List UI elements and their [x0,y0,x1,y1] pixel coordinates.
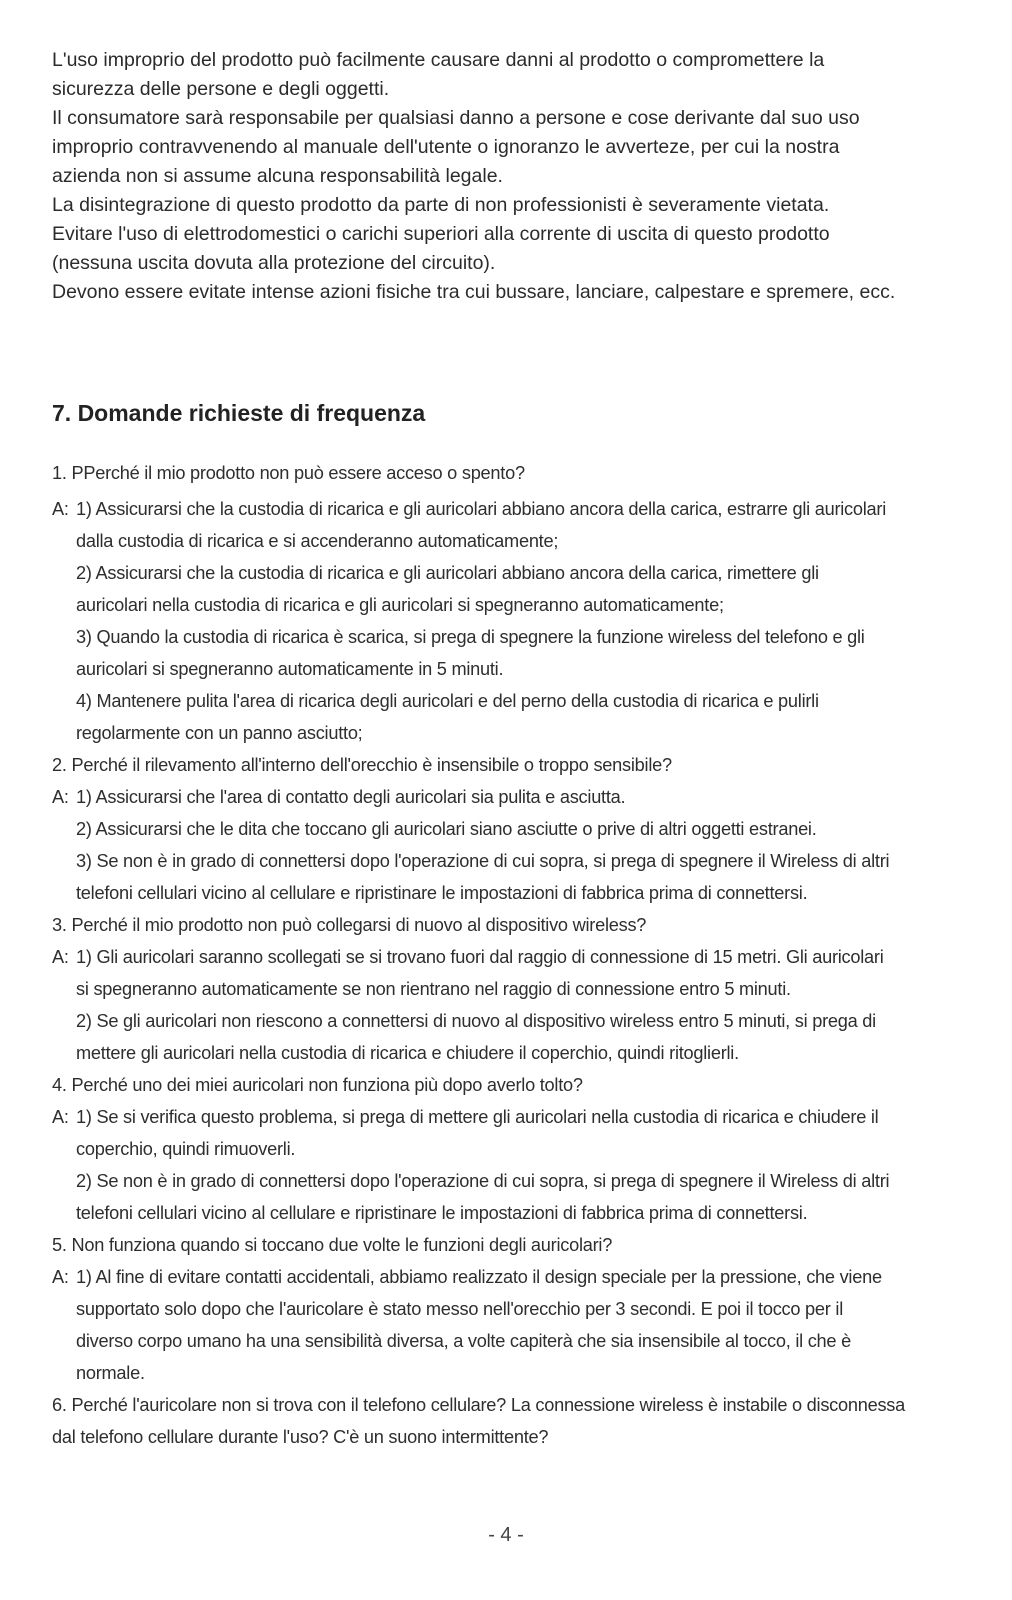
faq-line-text: 3) Se non è in grado di connettersi dopo l'operazione di cui sopra, si prega di spegnere il Wireless di altri [76,851,890,871]
faq-answer-line [76,847,889,875]
faq-question-line [52,1231,612,1259]
faq-answer-line [76,1039,739,1067]
warning-line: L'uso improprio del prodotto può facilmente causare danni al prodotto o compromettere la [52,49,825,71]
faq-answer-line [52,1103,878,1131]
faq-line-text: auricolari nella custodia di ricarica e gli auricolari si spegneranno automaticamente; [76,595,724,615]
warnings-paragraph [52,46,962,307]
faq-line-text: 2) Assicurarsi che la custodia di ricarica e gli auricolari abbiano ancora della carica, rimettere gli [76,563,819,583]
faq-answer-line [76,559,819,587]
faq-line-text: 2. Perché il rilevamento all'interno dell'orecchio è insensibile o troppo sensibile? [52,755,672,775]
faq-line-text: 1) Al fine di evitare contatti accidentali, abbiamo realizzato il design speciale per la pressione, che viene [76,1267,882,1287]
faq-line-text: 4. Perché uno dei miei auricolari non funziona più dopo averlo tolto? [52,1075,583,1095]
answer-prefix: A: [52,1107,69,1127]
section-heading: 7. Domande richieste di frequenza [52,400,426,426]
faq-answer-line [76,1359,145,1387]
faq-line-text: 2) Assicurarsi che le dita che toccano gli auricolari siano asciutte o prive di altri oggetti estranei. [76,819,817,839]
faq-line-text: coperchio, quindi rimuoverli. [76,1139,296,1159]
faq-answer-line [76,655,503,683]
faq-answer-line [76,623,865,651]
warning-line: La disintegrazione di questo prodotto da parte di non professionisti è severamente vietata. [52,194,830,216]
faq-line-text: 5. Non funziona quando si toccano due volte le funzioni degli auricolari? [52,1235,613,1255]
answer-prefix: A: [52,787,69,807]
faq-answer-line [76,1295,843,1323]
faq-answer-line [76,719,363,747]
faq-answer-line [76,527,558,555]
faq-line-text: 4) Mantenere pulita l'area di ricarica degli auricolari e del perno della custodia di ricarica e pulirli [76,691,819,711]
faq-line-text: 1) Assicurarsi che la custodia di ricarica e gli auricolari abbiano ancora della carica, estrarre gli auricolari [76,499,887,519]
faq-answer-line [52,1263,882,1291]
faq-answer-line [76,975,791,1003]
warning-line: Il consumatore sarà responsabile per qualsiasi danno a persone e cose derivante dal suo uso [52,107,860,129]
answer-prefix: A: [52,499,69,519]
faq-line-text: regolarmente con un panno asciutto; [76,723,363,743]
faq-line-text: si spegneranno automaticamente se non rientrano nel raggio di connessione entro 5 minuti. [76,979,791,999]
faq-line-text: mettere gli auricolari nella custodia di ricarica e chiudere il coperchio, quindi ritoglierli. [76,1043,739,1063]
faq-question-line [52,1423,548,1451]
faq-line-text: 1) Assicurarsi che l'area di contatto degli auricolari sia pulita e asciutta. [76,787,626,807]
faq-answer-line [76,1135,295,1163]
faq-answer-line [76,687,819,715]
warning-line: improprio contravvenendo al manuale dell'utente o ignoranzo le avverteze, per cui la nostra [52,136,840,158]
faq-question-line [52,1391,905,1419]
faq-answer-line [52,943,884,971]
faq-question-line [52,911,646,939]
faq-answer-line [76,1327,851,1355]
answer-prefix: A: [52,947,69,967]
faq-answer-line [76,591,724,619]
faq-line-text: 1) Gli auricolari saranno scollegati se si trovano fuori dal raggio di connessione di 15 metri. Gli auricolari [76,947,884,967]
answer-prefix: A: [52,1267,69,1287]
faq-line-text: dal telefono cellulare durante l'uso? C'è un suono intermittente? [52,1427,549,1447]
faq-answer-line [76,879,807,907]
faq-answer-line [52,495,886,523]
faq-line-text: 6. Perché l'auricolare non si trova con il telefono cellulare? La connessione wireless è instabile o disconnessa [52,1395,906,1415]
warning-line: Evitare l'uso di elettrodomestici o carichi superiori alla corrente di uscita di questo prodotto [52,223,830,245]
faq-line-text: auricolari si spegneranno automaticamente in 5 minuti. [76,659,504,679]
faq-line-text: 2) Se non è in grado di connettersi dopo l'operazione di cui sopra, si prega di spegnere il Wireless di altri [76,1171,890,1191]
faq-line-text: 3. Perché il mio prodotto non può collegarsi di nuovo al dispositivo wireless? [52,915,647,935]
faq-answer-line [76,1199,807,1227]
faq-question-line [52,459,525,487]
warning-line: sicurezza delle persone e degli oggetti. [52,78,390,100]
faq-answer-line [76,1007,876,1035]
faq-line-text: telefoni cellulari vicino al cellulare e ripristinare le impostazioni di fabbrica prima di connettersi. [76,1203,808,1223]
faq-line-text: dalla custodia di ricarica e si accenderanno automaticamente; [76,531,559,551]
faq-question-line [52,1071,583,1099]
faq-answer-line [52,783,625,811]
warning-line: Devono essere evitate intense azioni fisiche tra cui bussare, lanciare, calpestare e spremere, ecc. [52,281,896,303]
faq-line-text: 1. PPerché il mio prodotto non può essere acceso o spento? [52,463,525,483]
faq-question-line [52,751,672,779]
faq-line-text: supportato solo dopo che l'auricolare è stato messo nell'orecchio per 3 secondi. E poi il tocco per il [76,1299,843,1319]
faq-line-text: 2) Se gli auricolari non riescono a connettersi di nuovo al dispositivo wireless entro 5 minuti, si prega di [76,1011,876,1031]
warning-line: azienda non si assume alcuna responsabilità legale. [52,165,503,187]
faq-line-text: 3) Quando la custodia di ricarica è scarica, si prega di spegnere la funzione wireless del telefono e gli [76,627,865,647]
faq-line-text: diverso corpo umano ha una sensibilità diversa, a volte capiterà che sia insensibile al tocco, il che è [76,1331,851,1351]
faq-answer-line [76,1167,889,1195]
faq-line-text: 1) Se si verifica questo problema, si prega di mettere gli auricolari nella custodia di ricarica e chiudere il [76,1107,879,1127]
page-number: - 4 - [488,1524,524,1546]
faq-line-text: normale. [76,1363,145,1383]
warning-line: (nessuna uscita dovuta alla protezione del circuito). [52,252,496,274]
faq-line-text: telefoni cellulari vicino al cellulare e ripristinare le impostazioni di fabbrica prima di connettersi. [76,883,808,903]
faq-answer-line [76,815,817,843]
